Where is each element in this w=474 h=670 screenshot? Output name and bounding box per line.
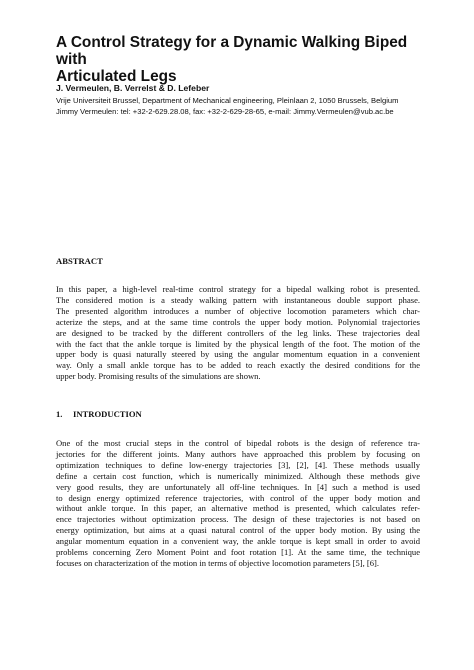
introduction-body (56, 438, 420, 569)
abstract-line: way. Only a small ankle torque has to be added to reach exactly the desired conditions for the (56, 360, 420, 371)
introduction-line: very good results, they are unfortunately all off-line techniques. In [4] such a method is used (56, 481, 420, 492)
introduction-line: ence trajectories without optimization process. The design of these trajectories is not based on (56, 514, 420, 525)
abstract-line: upper body. Promising results of the simulations are shown. (56, 371, 261, 382)
abstract-line: with the fact that the ankle torque is limited by the physical length of the foot. The motion of the (56, 338, 420, 349)
affiliation-block (56, 95, 398, 117)
contact-line: Jimmy Vermeulen: tel: +32-2-629.28.08, fax: +32-2-629-28-65, e-mail: Jimmy.Vermeulen@vub.ac.be (56, 107, 394, 116)
section-title: INTRODUCTION (73, 409, 142, 419)
title-line: A Control Strategy for a Dynamic Walking Biped with (56, 34, 408, 68)
introduction-line: One of the most crucial steps in the control of bipedal robots is the design of reference tra- (56, 438, 420, 448)
abstract-line: The presented algorithm introduces a number of objective locomotion parameters which char- (56, 305, 420, 316)
abstract-line: In this paper, a high-level real-time control strategy for a bipedal walking robot is presented. (56, 284, 420, 294)
introduction-line: to design energy optimized reference trajectories, with control of the upper body motion and (56, 492, 420, 503)
introduction-line: angular momentum equation in a convenient way, the ankle torque is kept small in order to avoid (56, 536, 420, 547)
introduction-line: focuses on characterization of the motion in terms of objective locomotion parameters [5], [6]. (56, 557, 380, 568)
introduction-line: energy optimization, but aims at a quasi natural control of the upper body motion. By using the (56, 525, 420, 536)
author-list: J. Vermeulen, B. Verrelst & D. Lefeber (56, 83, 210, 93)
introduction-line: problems concerning Zero Moment Point and foot rotation [1]. At the same time, the technique (56, 547, 420, 558)
abstract-line: upper body is quasi naturally steered by using the angular momentum equation in a convenient (56, 349, 420, 360)
abstract-line: acterize the steps, and at the same time controls the upper body motion. Polynomial trajectories (56, 316, 420, 327)
introduction-line: define a certain cost function, which is numerically minimized. Although these methods give (56, 470, 420, 481)
introduction-line: optimization techniques to define low-energy trajectories [3], [2], [4]. These methods usually (56, 459, 420, 470)
abstract-line: are designed to be tracked by the different controllers of the leg links. These trajectories deal (56, 327, 420, 338)
affiliation-line: Vrije Universiteit Brussel, Department of Mechanical engineering, Pleinlaan 2, 1050 Brussels, Belgium (56, 96, 399, 105)
introduction-heading (56, 409, 142, 420)
paper-title (56, 34, 436, 85)
abstract-heading: ABSTRACT (56, 256, 103, 266)
abstract-line: The considered motion is a steady walking pattern with instantaneous double support phase. (56, 294, 420, 305)
title-line: Articulated Legs (56, 68, 177, 85)
introduction-line: jectories for the different joints. Many authors have approached this problem by focusing on (56, 448, 420, 459)
introduction-line: without ankle torque. In this paper, an alternative method is presented, which calculates refer- (56, 503, 420, 514)
abstract-body (56, 284, 420, 382)
section-number: 1. (56, 409, 63, 419)
